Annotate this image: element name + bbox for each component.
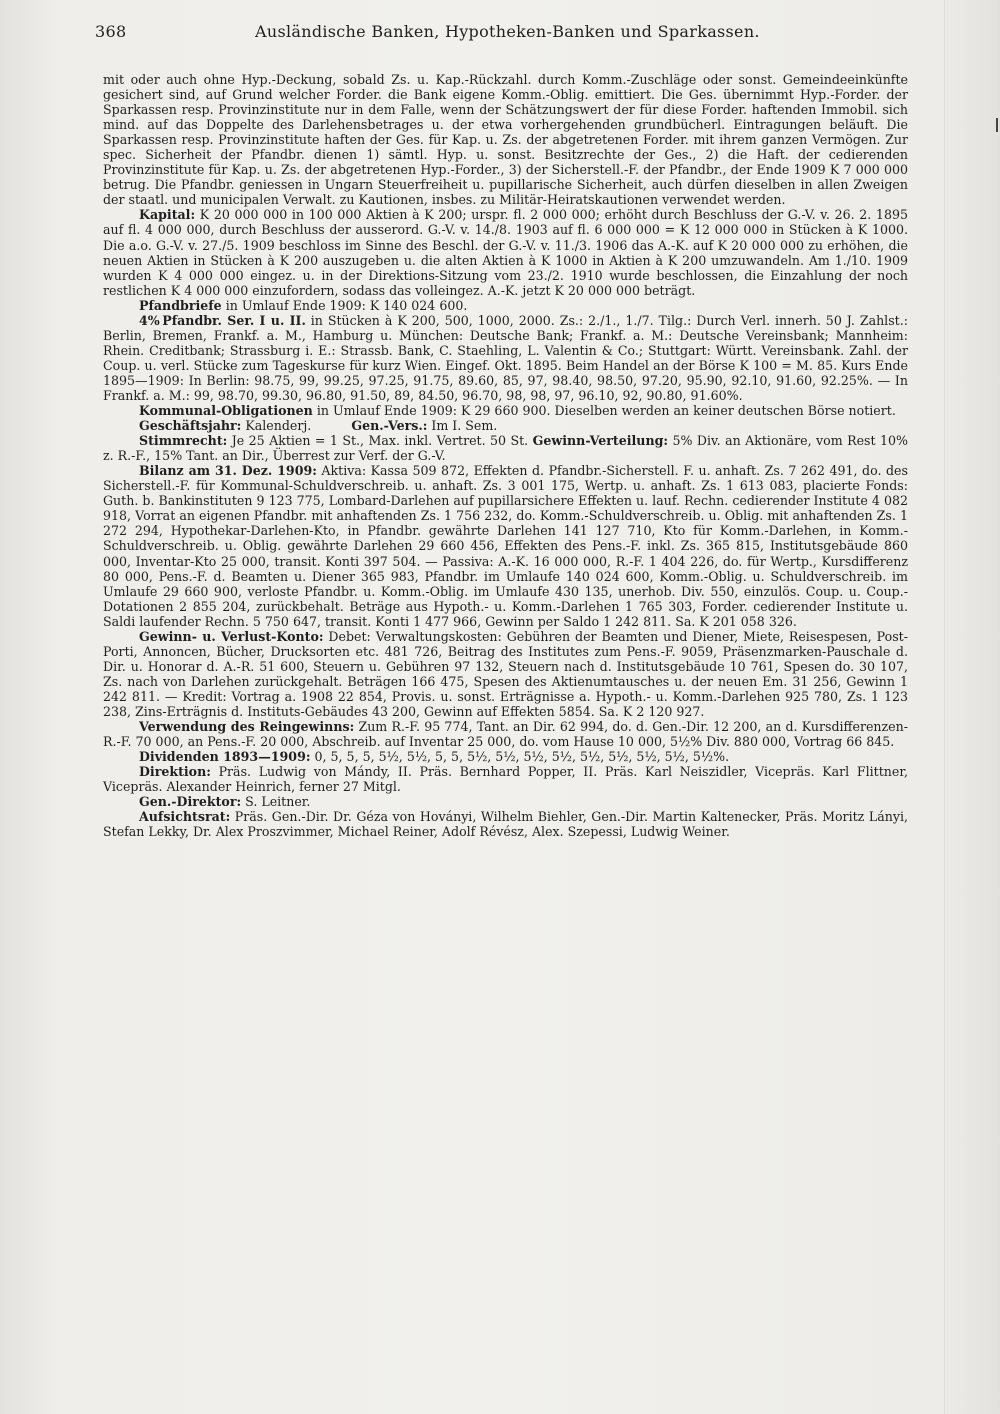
paragraph-text: Präs. Ludwig von Mándy, II. Präs. Bernhard Popper, II. Präs. Karl Neiszidler, Vicepräs. Karl Flittner, Vicepräs. Alexander Heinrich, ferner 27 Mitgl. — [103, 764, 908, 795]
section-label-secondary: Gen.-Vers.: — [351, 418, 428, 434]
section-label: Kapital: — [139, 207, 196, 223]
paragraph-text: Aktiva: Kassa 509 872, Effekten d. Pfandbr.-Sicherstell. F. u. anhaft. Zs. 7 262 491, do. des Sicherstell.-F. für Kommunal-Schuldverschreib. u. anhaft. Zs. 3 001 175, Wertp. u. anhaft. Zs. 1 613 083, placierte Fonds: Guth. b. Bankinstituten 9 123 775, Lombard-Darlehen auf pupillarsichere Effekten u. lauf. Rechn. cedierender Institute 4 082 918, Vorrat an eigenen Pfandbr. mit anhaftenden Zs. 1 756 232, do. Komm.-Schuldverschreib. u. Oblig. mit anhaftenden Zs. 1 272 294, Hypothekar-Darlehen-Kto, in Pfandbr. gewährte Darlehen 141 127 710, Kto für Komm.-Darlehen, in Komm.-Schuldverschreib. u. Oblig. gewährte Darlehen 29 660 456, Effekten des Pens.-F. inkl. Zs. 365 815, Institutsgebäude 860 000, Inventar-Kto 25 000, transit. Konti 397 504. — Passiva: A.-K. 16 000 000, R.-F. 1 404 226, do. für Wertp., Kursdifferenz 80 000, Pens.-F. d. Beamten u. Diener 365 983, Pfandbr. im Umlaufe 140 024 600, Komm.-Oblig. u. Schuldverschreib. im Umlaufe 29 660 900, verloste Pfandbr. u. Komm.-Oblig. im Umlaufe 430 135, unerhob. Div. 550, einzulös. Coup. u. Coup.-Dotationen 2 855 204, zurückbehalt. Beträge aus Hypoth.- u. Komm.-Darlehen 1 765 303, Forder. cedierender Institute u. Saldi laufender Rechn. 5 750 647, transit. Konti 1 477 966, Gewinn per Saldo 1 242 811. Sa. K 201 058 326. — [103, 463, 908, 629]
paragraph-text: Präs. Gen.-Dir. Dr. Géza von Hoványi, Wilhelm Biehler, Gen.-Dir. Martin Kaltenecker, Präs. Moritz Lányi, Stefan Lekky, Dr. Alex Proszvimmer, Michael Reiner, Adolf Révész, Alex. Szepessi, Ludwig Weiner. — [103, 809, 908, 840]
section-label: Verwendung des Reingewinns: — [139, 719, 355, 735]
section-label: Geschäftsjahr: — [139, 418, 242, 434]
running-header — [95, 22, 915, 46]
paragraph-bilanz — [103, 463, 908, 629]
paragraph-text: Zum R.-F. 95 774, Tant. an Dir. 62 994, do. d. Gen.-Dir. 12 200, an d. Kursdifferenzen-R.-F. 70 000, an Pens.-F. 20 000, Abschreib. auf Inventar 25 000, do. vom Hause 10 000, 5½% Div. 880 000, Vortrag 66 845. — [103, 719, 908, 750]
paragraph-text: K 20 000 000 in 100 000 Aktien à K 200; urspr. fl. 2 000 000; erhöht durch Beschluss der G.-V. v. 26. 2. 1895 auf fl. 4 000 000, durch Beschluss der ausserord. G.-V. v. 14./8. 1903 auf fl. 6 000 000 = K 12 000 000 in Stücken à K 1000. Die a.o. G.-V. v. 27./5. 1909 beschloss im Sinne des Beschl. der G.-V. v. 11./3. 1906 das A.-K. auf K 20 000 000 zu erhöhen, die neuen Aktien in Stücken à K 200 auszugeben u. die alten Aktien à K 1000 in Aktien à K 200 umzuwandeln. Am 1./10. 1909 wurden K 4 000 000 eingez. u. in der Direktions-Sitzung vom 23./2. 1910 wurde beschlossen, die Einzahlung der noch restlichen K 4 000 000 einzufordern, sodass das volleingez. A.-K. jetzt K 20 000 000 beträgt. — [103, 207, 908, 298]
paragraph-text: S. Leitner. — [245, 794, 311, 810]
paragraph-text: Je 25 Aktien = 1 St., Max. inkl. Vertret. 50 St. — [231, 433, 529, 449]
paragraph-text: Debet: Verwaltungskosten: Gebühren der Beamten und Diener, Miete, Reisespesen, Post-Porti, Annoncen, Bücher, Drucksorten etc. 481 726, Beitrag des Institutes zum Pens.-F. 9059, Präsenzmarken-Pauschale d. Dir. u. Honorar d. A.-R. 51 600, Steuern u. Gebühren 97 132, Steuern nach d. Institutsgebäude 10 761, Spesen do. 30 107, Zs. nach von Darlehen zurückgehalt. Beträgen 166 475, Spesen des Aktienumtausches u. der neuen Em. 31 256, Gewinn 1 242 811. — Kredit: Vortrag a. 1908 22 854, Provis. u. sonst. Erträgnisse a. Hypoth.- u. Komm.-Darlehen 925 780, Zs. 1 123 238, Zins-Erträgnis d. Instituts-Gebäudes 43 200, Gewinn auf Effekten 5854. Sa. K 2 120 927. — [103, 628, 908, 719]
section-label: Direktion: — [139, 764, 211, 780]
page-crease — [944, 0, 945, 1414]
paragraph-kapital — [103, 207, 908, 297]
paragraph-gen-direktor — [103, 794, 908, 809]
paragraph-aufsichtsrat — [103, 809, 908, 839]
section-label: Pfandbriefe — [139, 297, 222, 313]
paragraph-text-secondary: 5% Div. an Aktionäre, vom Rest 10% z. R.-F., 15% Tant. an Dir., Überrest zur Verf. der G.-V. — [103, 433, 908, 464]
section-label-secondary: Gewinn-Verteilung: — [532, 433, 669, 449]
paragraph-continuation — [103, 72, 908, 207]
paragraph-text-secondary: Im I. Sem. — [431, 418, 498, 434]
running-title: Ausländische Banken, Hypotheken-Banken und Sparkassen. — [255, 22, 760, 41]
paragraph-text: Kalenderj. — [245, 418, 312, 434]
section-label: Stimmrecht: — [139, 433, 228, 449]
paragraph-text: in Umlauf Ende 1909: K 140 024 600. — [225, 297, 468, 313]
paragraph-pfandbriefe — [103, 298, 908, 313]
paragraph-text: in Stücken à K 200, 500, 1000, 2000. Zs.: 2./1., 1./7. Tilg.: Durch Verl. innerh. 50 J. Zahlst.: Berlin, Bremen, Frankf. a. M., Hamburg u. München: Deutsche Bank; Frankf. a. M.: Deutsche Vereinsbank; Mannheim: Rhein. Creditbank; Strassburg i. E.: Strassb. Bank, C. Staehling, L. Valentin & Co.; Stuttgart: Württ. Vereinsbank. Zahl. der Coup. u. verl. Stücke zum Tageskurse für kurz Wien. Eingef. Okt. 1895. Beim Handel an der Börse K 100 = M. 85. Kurs Ende 1895—1909: In Berlin: 98.75, 99, 99.25, 97.25, 91.75, 89.60, 85, 97, 98.40, 98.50, 97.20, 95.90, 92.10, 91.60, 92.25%. — In Frankf. a. M.: 99, 98.70, 99.30, 96.80, 91.50, 89, 84.50, 96.70, 98, 98, 97, 96.10, 92, 90.80, 91.60%. — [103, 312, 908, 403]
section-label: Gen.-Direktor: — [139, 794, 242, 810]
paragraph-verwendung — [103, 719, 908, 749]
paragraph-text: 0, 5, 5, 5, 5½, 5½, 5, 5, 5½, 5½, 5½, 5½, 5½, 5½, 5½, 5½, 5½%. — [314, 749, 730, 765]
margin-mark — [996, 118, 998, 132]
section-label: Gewinn- u. Verlust-Konto: — [139, 628, 324, 644]
paragraph-geschaeftsjahr — [103, 418, 908, 433]
section-label: 4% Pfandbr. Ser. I u. II. — [139, 312, 306, 328]
section-label: Dividenden 1893—1909: — [139, 749, 311, 765]
section-label: Kommunal-Obligationen — [139, 403, 313, 419]
paragraph-direktion — [103, 764, 908, 794]
document-body — [103, 72, 908, 839]
paragraph-text: in Umlauf Ende 1909: K 29 660 900. Dieselben werden an keiner deutschen Börse notiert. — [316, 403, 896, 419]
paragraph-kommunal-obligationen — [103, 403, 908, 418]
paragraph-gewinn-verlust — [103, 629, 908, 719]
paragraph-text: mit oder auch ohne Hyp.-Deckung, sobald Zs. u. Kap.-Rückzahl. durch Komm.-Zuschläge oder sonst. Gemeindeeinkünfte gesichert sind, auf Grund welcher Forder. die Bank eigene Komm.-Oblig. emittiert. Die Ges. übernimmt Hyp.-Forder. der Sparkassen resp. Provinzinstitute nur in dem Falle, wenn der Schätzungswert der für diese Forder. haftenden Immobil. sich mind. auf das Doppelte des Darlehensbetrages u. der etwa vorhergehenden grundbücherl. Eintragungen beläuft. Die Sparkassen resp. Provinzinstitute haften der Ges. für Kap. u. Zs. der abgetretenen Forder. mit ihrem ganzen Vermögen. Zur spec. Sicherheit der Pfandbr. dienen 1) sämtl. Hyp. u. sonst. Besitzrechte der Ges., 2) die Haft. der cedierenden Provinzinstitute für Kap. u. Zs. der abgetretenen Hyp.-Forder., 3) der Sicherstell.-F. der Pfandbr., der Ende 1909 K 7 000 000 betrug. Die Pfandbr. geniessen in Ungarn Steuerfreiheit u. pupillarische Sicherheit, auch dürfen dieselben in allen Zweigen der staatl. und municipalen Verwalt. zu Kautionen, insbes. zu Militär-Heiratskautionen verwendet werden. — [103, 72, 908, 208]
paragraph-pfandbr-series — [103, 313, 908, 403]
section-label: Bilanz am 31. Dez. 1909: — [139, 463, 317, 479]
section-label: Aufsichtsrat: — [139, 809, 231, 825]
paragraph-dividenden — [103, 749, 908, 764]
paragraph-stimmrecht — [103, 433, 908, 463]
page-number: 368 — [95, 22, 127, 41]
